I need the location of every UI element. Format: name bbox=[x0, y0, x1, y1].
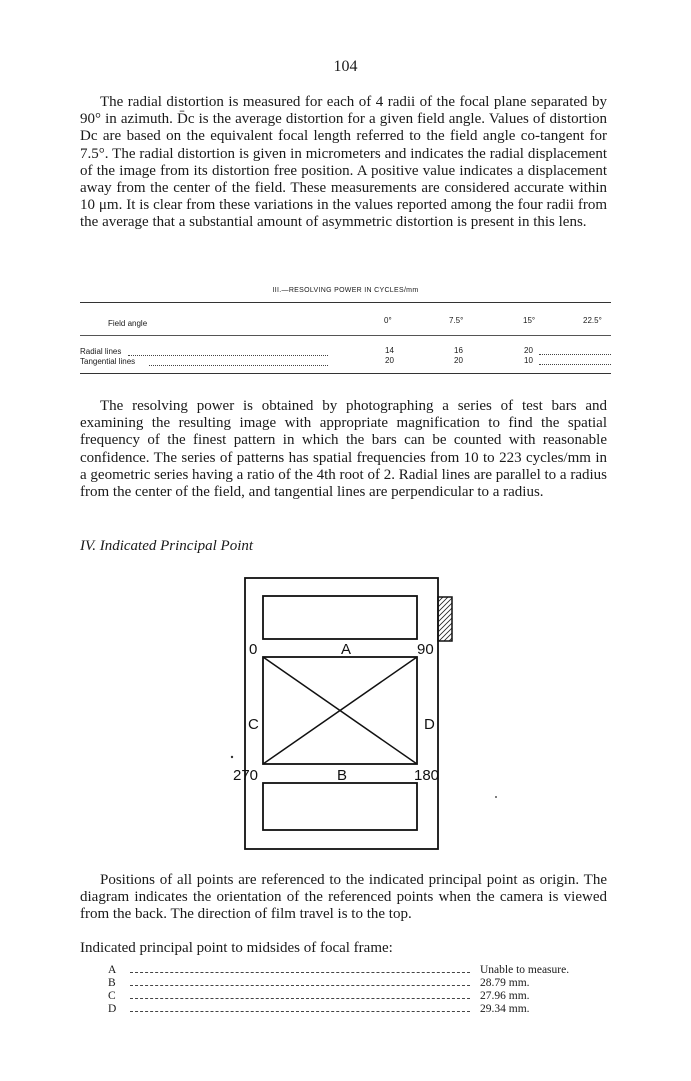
resolving-text: The resolving power is obtained by photographing a series of test bars and examining the resulting image with appropriate magnification to find the spatial frequency of the finest pattern in which the bars can be counted with reasonable confidence. The series of patterns has spatial frequencies from 10 to 223 cycles/mm in a geometric series having a ratio of the 4th root of 2. Radial lines are parallel to a radius from the center of the field, and tangential lines are perpendicular to a radius. bbox=[80, 398, 607, 501]
measurement-label: B bbox=[108, 977, 116, 989]
stray-dot bbox=[231, 756, 233, 758]
table-column-header: 7.5° bbox=[449, 316, 464, 325]
corner-label-90: 90 bbox=[417, 641, 434, 658]
measurement-value: 29.34 mm. bbox=[480, 1003, 530, 1015]
measurement-leader bbox=[130, 972, 470, 973]
lower-window bbox=[263, 783, 417, 830]
table-row-label: Radial lines bbox=[80, 347, 122, 356]
point-label-d: D bbox=[424, 716, 435, 733]
positions-text: Positions of all points are referenced to the indicated principal point as origin. The diagram indicates the orientation of the referenced points when the camera is viewed from the back. The direction of film travel is to the top. bbox=[80, 872, 607, 923]
measurement-leader bbox=[130, 985, 470, 986]
table-cell: 20 bbox=[385, 356, 394, 365]
table-column-header: 0° bbox=[384, 316, 392, 325]
section-heading: IV. Indicated Principal Point bbox=[80, 538, 254, 554]
positions-paragraph bbox=[80, 872, 607, 924]
measurement-value: Unable to measure. bbox=[480, 964, 570, 976]
table-cell: 14 bbox=[385, 346, 394, 355]
table-cell: 16 bbox=[454, 346, 463, 355]
table-row-label: Tangential lines bbox=[80, 357, 136, 366]
table-column-header: 15° bbox=[523, 316, 536, 325]
measurement-value: 27.96 mm. bbox=[480, 990, 530, 1002]
measurements-heading: Indicated principal point to midsides of focal frame: bbox=[80, 940, 393, 956]
measurement-row bbox=[80, 964, 611, 976]
measurement-row bbox=[80, 977, 611, 989]
point-label-a: A bbox=[341, 641, 352, 658]
table-cell: 20 bbox=[524, 346, 533, 355]
measurement-label: D bbox=[108, 1003, 117, 1015]
measurement-label: C bbox=[108, 990, 116, 1002]
point-label-b: B bbox=[337, 767, 348, 784]
measurement-value: 28.79 mm. bbox=[480, 977, 530, 989]
camera-frame bbox=[245, 578, 438, 849]
table-column-header: 22.5° bbox=[583, 316, 602, 325]
table-cell: 20 bbox=[454, 356, 463, 365]
measurement-label: A bbox=[108, 964, 117, 976]
corner-label-270: 270 bbox=[233, 767, 259, 784]
table-cell: 10 bbox=[524, 356, 533, 365]
point-label-c: C bbox=[248, 716, 259, 733]
corner-label-180: 180 bbox=[414, 767, 440, 784]
measurement-leader bbox=[130, 998, 470, 999]
corner-label-0: 0 bbox=[249, 641, 258, 658]
measurement-row bbox=[80, 1003, 611, 1015]
stray-dot bbox=[495, 796, 497, 798]
page-number: 104 bbox=[333, 58, 358, 75]
resolving-table-title: III.—RESOLVING POWER IN CYCLES/mm bbox=[272, 287, 419, 294]
table-header-label: Field angle bbox=[108, 319, 148, 328]
film-clip-hatched bbox=[438, 597, 452, 641]
measurement-leader bbox=[130, 1011, 470, 1012]
upper-window bbox=[263, 596, 417, 639]
measurement-row bbox=[80, 990, 611, 1002]
distortion-text: The radial distortion is measured for each of 4 radii of the focal plane separated by 90° in azimuth. D̄c is the average distortion for a given field angle. Values of distortion Dc are based on the equivalent focal length referred to the field angle co-tangent for 7.5°. The radial distortion is given in micrometers and indicates the radial displacement of the image from its distortion free position. A positive value indicates a displacement away from the center of the field. These measurements are considered accurate within 10 μm. It is clear from these variations in the values reported among the four radii from the average that a substantial amount of asymmetric distortion is present in this lens. bbox=[80, 94, 607, 231]
